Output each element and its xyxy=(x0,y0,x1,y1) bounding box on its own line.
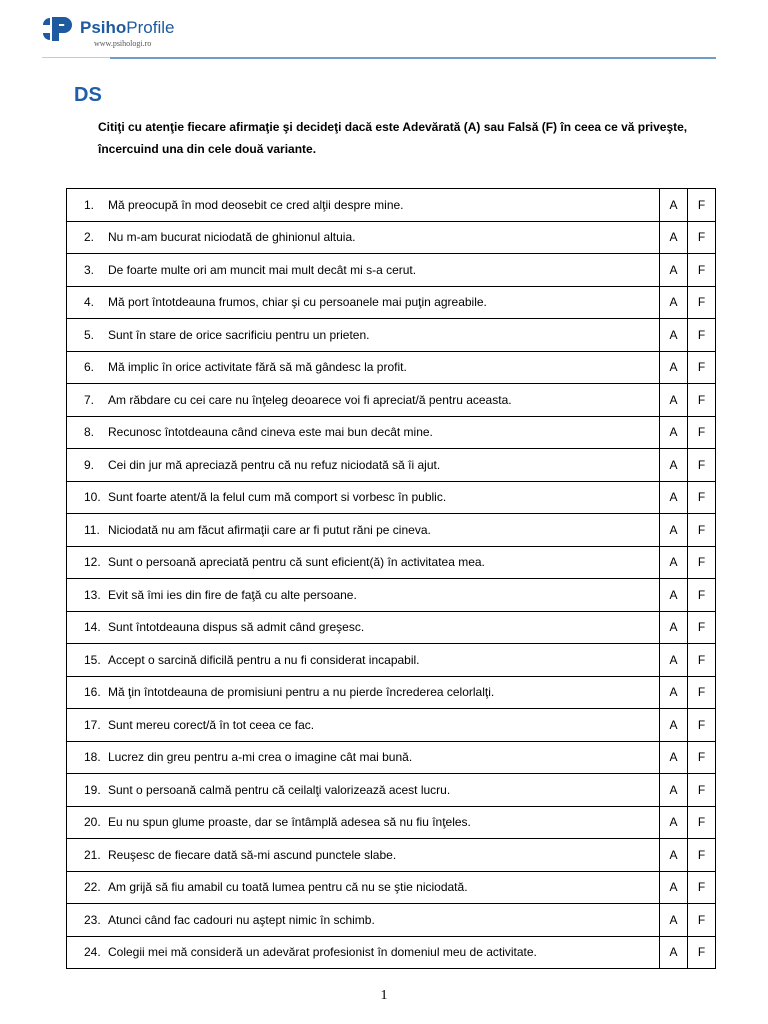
question-number: 24. xyxy=(84,945,101,960)
question-row xyxy=(67,546,716,579)
question-row xyxy=(67,839,716,872)
question-text: De foarte multe ori am muncit mai mult decât mi s-a cerut. xyxy=(108,262,417,277)
option-a[interactable]: A xyxy=(660,351,688,384)
option-a[interactable]: A xyxy=(660,254,688,287)
question-statement xyxy=(67,384,660,417)
option-f[interactable]: F xyxy=(688,806,716,839)
question-row xyxy=(67,579,716,612)
option-a[interactable]: A xyxy=(660,644,688,677)
question-number: 23. xyxy=(84,912,101,927)
question-row xyxy=(67,254,716,287)
option-a[interactable]: A xyxy=(660,871,688,904)
question-row xyxy=(67,904,716,937)
question-row xyxy=(67,611,716,644)
question-number: 9. xyxy=(84,457,95,472)
question-number: 4. xyxy=(84,295,95,310)
question-row xyxy=(67,351,716,384)
question-row xyxy=(67,416,716,449)
page-title: DS xyxy=(74,84,102,106)
question-number: 13. xyxy=(84,587,101,602)
question-number: 10. xyxy=(84,490,101,505)
question-statement xyxy=(67,351,660,384)
question-text: Evit să îmi ies din fire de faţă cu alte persoane. xyxy=(108,587,357,602)
question-text: Mă implic în orice activitate fără să mă gândesc la profit. xyxy=(108,360,407,375)
option-a[interactable]: A xyxy=(660,806,688,839)
option-a[interactable]: A xyxy=(660,514,688,547)
question-row xyxy=(67,449,716,482)
question-row xyxy=(67,384,716,417)
question-number: 19. xyxy=(84,782,101,797)
question-row xyxy=(67,189,716,222)
question-text: Sunt în stare de orice sacrificiu pentru un prieten. xyxy=(108,327,370,342)
question-text: Atunci când fac cadouri nu aştept nimic în schimb. xyxy=(108,912,375,927)
question-statement xyxy=(67,611,660,644)
question-number: 17. xyxy=(84,717,101,732)
option-f[interactable]: F xyxy=(688,936,716,969)
option-f[interactable]: F xyxy=(688,741,716,774)
question-number: 21. xyxy=(84,847,101,862)
brand-name xyxy=(80,18,174,38)
question-row xyxy=(67,936,716,969)
option-f[interactable]: F xyxy=(688,351,716,384)
option-a[interactable]: A xyxy=(660,546,688,579)
question-row xyxy=(67,676,716,709)
brand-name-bold: Psiho xyxy=(80,18,127,37)
question-row xyxy=(67,709,716,742)
question-number: 3. xyxy=(84,262,95,277)
question-number: 8. xyxy=(84,425,95,440)
option-a[interactable]: A xyxy=(660,936,688,969)
question-number: 12. xyxy=(84,555,101,570)
option-a[interactable]: A xyxy=(660,319,688,352)
question-number: 18. xyxy=(84,750,101,765)
question-text: Accept o sarcină dificilă pentru a nu fi considerat incapabil. xyxy=(108,652,420,667)
question-text: Sunt mereu corect/ă în tot ceea ce fac. xyxy=(108,717,315,732)
option-f[interactable]: F xyxy=(688,611,716,644)
question-row xyxy=(67,644,716,677)
option-f[interactable]: F xyxy=(688,514,716,547)
option-a[interactable]: A xyxy=(660,579,688,612)
question-statement xyxy=(67,741,660,774)
question-number: 2. xyxy=(84,230,95,245)
page-number: 1 xyxy=(380,988,388,1003)
question-text: Sunt o persoană apreciată pentru că sunt eficient(ă) în activitatea mea. xyxy=(108,555,485,570)
question-text: Mă ţin întotdeauna de promisiuni pentru a nu pierde încrederea celorlalţi. xyxy=(108,685,495,700)
option-a[interactable]: A xyxy=(660,384,688,417)
question-statement xyxy=(67,936,660,969)
question-text: Sunt foarte atent/ă la felul cum mă comport si vorbesc în public. xyxy=(108,490,447,505)
question-statement xyxy=(67,709,660,742)
question-text: Mă preocupă în mod deosebit ce cred alţii despre mine. xyxy=(108,197,404,212)
option-f[interactable]: F xyxy=(688,774,716,807)
question-text: Am grijă să fiu amabil cu toată lumea pentru că nu se ştie niciodată. xyxy=(108,880,468,895)
question-row xyxy=(67,774,716,807)
question-text: Reuşesc de fiecare dată să-mi ascund punctele slabe. xyxy=(108,847,397,862)
question-statement xyxy=(67,839,660,872)
question-text: Mă port întotdeauna frumos, chiar şi cu persoanele mai puţin agreabile. xyxy=(108,295,487,310)
option-f[interactable]: F xyxy=(688,319,716,352)
question-statement xyxy=(67,644,660,677)
question-number: 20. xyxy=(84,815,101,830)
question-number: 16. xyxy=(84,685,101,700)
question-statement xyxy=(67,904,660,937)
question-statement xyxy=(67,449,660,482)
option-f[interactable]: F xyxy=(688,449,716,482)
question-statement xyxy=(67,221,660,254)
option-a[interactable]: A xyxy=(660,904,688,937)
question-statement xyxy=(67,579,660,612)
question-number: 5. xyxy=(84,327,95,342)
brand-name-regular: Profile xyxy=(126,18,175,37)
header-rule-accent xyxy=(110,57,716,59)
question-text: Colegii mei mă consideră un adevărat profesionist în domeniul meu de activitate. xyxy=(108,945,537,960)
question-statement xyxy=(67,286,660,319)
question-number: 15. xyxy=(84,652,101,667)
option-f[interactable]: F xyxy=(688,189,716,222)
question-statement xyxy=(67,416,660,449)
page-header xyxy=(0,0,768,62)
question-number: 6. xyxy=(84,360,95,375)
question-statement xyxy=(67,871,660,904)
option-f[interactable]: F xyxy=(688,839,716,872)
psihoprofile-logo-icon xyxy=(42,15,76,43)
question-row xyxy=(67,806,716,839)
question-number: 22. xyxy=(84,880,101,895)
question-text: Eu nu spun glume proaste, dar se întâmplă adesea să nu fiu înţeles. xyxy=(108,815,471,830)
question-row xyxy=(67,514,716,547)
option-a[interactable]: A xyxy=(660,839,688,872)
question-statement xyxy=(67,514,660,547)
option-a[interactable]: A xyxy=(660,481,688,514)
question-statement xyxy=(67,806,660,839)
instructions: Citiţi cu atenţie fiecare afirmaţie şi decideţi dacă este Adevărată (A) sau Falsă (F) în ceea ce vă priveşte, încercuind una din cele două variante. xyxy=(98,120,688,156)
question-row xyxy=(67,481,716,514)
question-text: Niciodată nu am făcut afirmaţii care ar fi putut răni pe cineva. xyxy=(108,522,431,537)
option-f[interactable]: F xyxy=(688,481,716,514)
question-statement xyxy=(67,481,660,514)
option-f[interactable]: F xyxy=(688,221,716,254)
question-number: 11. xyxy=(84,522,100,537)
question-row xyxy=(67,221,716,254)
questionnaire-table xyxy=(66,188,716,969)
question-statement xyxy=(67,189,660,222)
option-a[interactable]: A xyxy=(660,221,688,254)
question-text: Nu m-am bucurat niciodată de ghinionul altuia. xyxy=(108,230,356,245)
question-text: Sunt întotdeauna dispus să admit când greşesc. xyxy=(108,620,365,635)
question-text: Recunosc întotdeauna când cineva este mai bun decât mine. xyxy=(108,425,433,440)
question-text: Am răbdare cu cei care nu înţeleg deoarece voi fi apreciat/ă pentru aceasta. xyxy=(108,392,512,407)
question-row xyxy=(67,319,716,352)
question-text: Cei din jur mă apreciază pentru că nu refuz niciodată să îi ajut. xyxy=(108,457,441,472)
option-a[interactable]: A xyxy=(660,611,688,644)
option-f[interactable]: F xyxy=(688,709,716,742)
option-a[interactable]: A xyxy=(660,741,688,774)
question-statement xyxy=(67,546,660,579)
question-text: Sunt o persoană calmă pentru că ceilalţi valorizează acest lucru. xyxy=(108,782,451,797)
question-number: 14. xyxy=(84,620,101,635)
option-a[interactable]: A xyxy=(660,416,688,449)
question-text: Lucrez din greu pentru a-mi crea o imagine cât mai bună. xyxy=(108,750,413,765)
question-statement xyxy=(67,319,660,352)
option-f[interactable]: F xyxy=(688,579,716,612)
option-a[interactable]: A xyxy=(660,286,688,319)
option-a[interactable]: A xyxy=(660,676,688,709)
option-a[interactable]: A xyxy=(660,189,688,222)
option-f[interactable]: F xyxy=(688,546,716,579)
option-f[interactable]: F xyxy=(688,644,716,677)
option-f[interactable]: F xyxy=(688,676,716,709)
website-link[interactable]: www.psihologi.ro xyxy=(94,39,152,48)
option-f[interactable]: F xyxy=(688,254,716,287)
question-statement xyxy=(67,774,660,807)
question-number: 1. xyxy=(84,197,95,212)
question-statement xyxy=(67,254,660,287)
question-row xyxy=(67,871,716,904)
option-f[interactable]: F xyxy=(688,871,716,904)
question-row xyxy=(67,741,716,774)
question-number: 7. xyxy=(84,392,95,407)
option-a[interactable]: A xyxy=(660,709,688,742)
question-row xyxy=(67,286,716,319)
option-a[interactable]: A xyxy=(660,774,688,807)
questionnaire-body xyxy=(67,189,716,969)
option-f[interactable]: F xyxy=(688,416,716,449)
question-statement xyxy=(67,676,660,709)
option-f[interactable]: F xyxy=(688,286,716,319)
option-f[interactable]: F xyxy=(688,904,716,937)
option-a[interactable]: A xyxy=(660,449,688,482)
option-f[interactable]: F xyxy=(688,384,716,417)
